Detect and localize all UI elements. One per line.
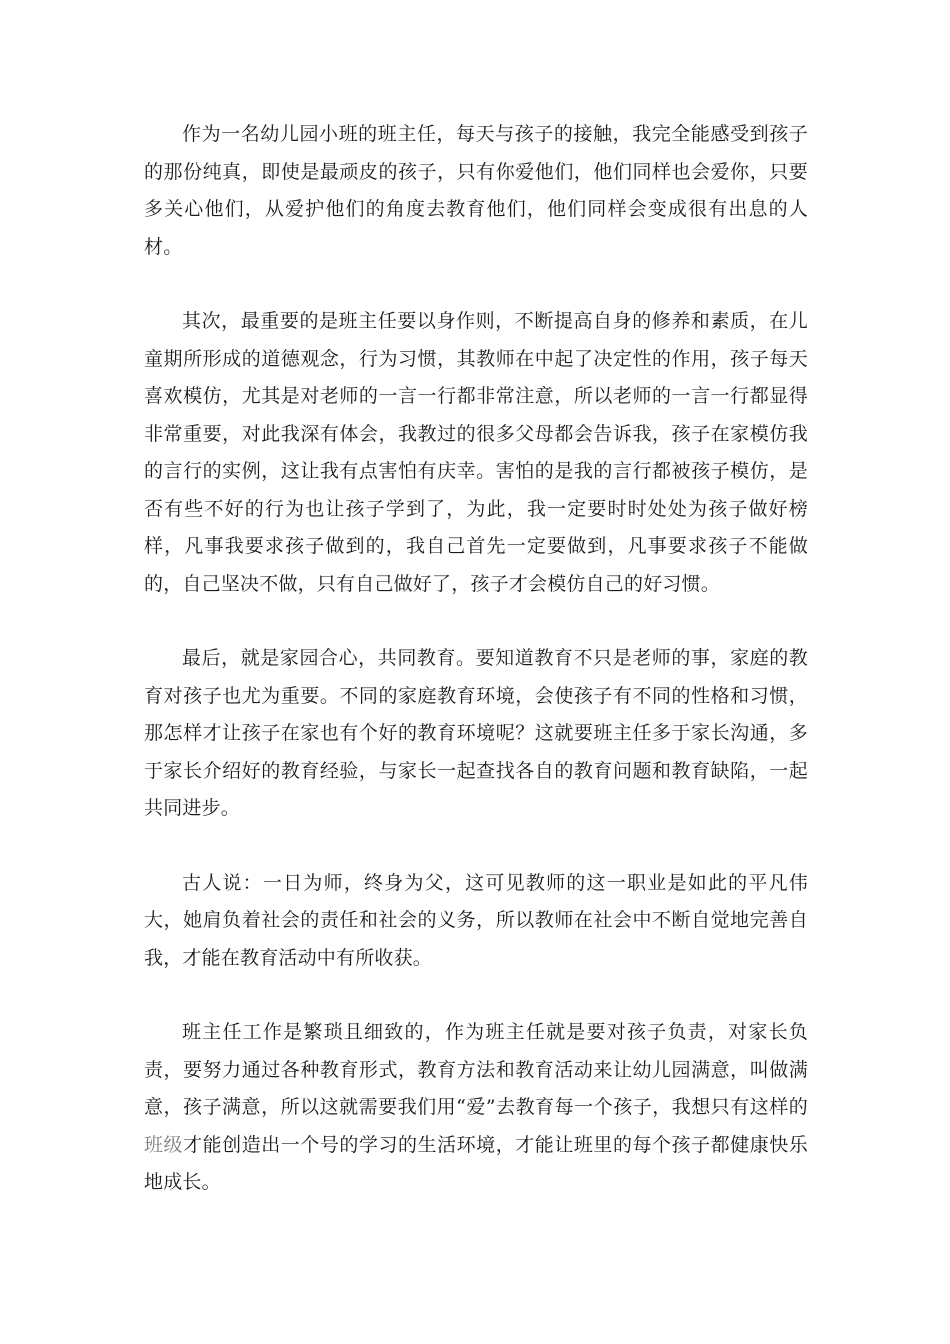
paragraph-3: 最后，就是家园合心，共同教育。要知道教育不只是老师的事，家庭的教育对孩子也尤为重要。不同的家庭教育环境，会使孩子有不同的性格和习惯，那怎样才让孩子在家也有个好的教育环境呢？这就要班主任多于家长沟通，多于家长介绍好的教育经验，与家长一起查找各自的教育问题和教育缺陷，一起共同进步。 <box>144 647 808 819</box>
paragraph-4: 古人说：一日为师，终身为父，这可见教师的这一职业是如此的平凡伟大，她肩负着社会的责任和社会的义务，所以教师在社会中不断自觉地完善自我，才能在教育活动中有所收获。 <box>144 871 808 969</box>
paragraph-2: 其次，最重要的是班主任要以身作则，不断提高自身的修养和素质，在儿童期所形成的道德观念，行为习惯，其教师在中起了决定性的作用，孩子每天喜欢模仿，尤其是对老师的一言一行都非常注意，所以老师的一言一行都显得非常重要，对此我深有体会，我教过的很多父母都会告诉我，孩子在家模仿我的言行的实例，这让我有点害怕有庆幸。害怕的是我的言行都被孩子模仿，是否有些不好的行为也让孩子学到了，为此，我一定要时时处处为孩子做好榜样，凡事我要求孩子做到的，我自己首先一定要做到，凡事要求孩子不能做的，自己坚决不做，只有自己做好了，孩子才会模仿自己的好习惯。 <box>144 310 808 595</box>
paragraph-1: 作为一名幼儿园小班的班主任，每天与孩子的接触，我完全能感受到孩子的那份纯真，即使是最顽皮的孩子，只有你爱他们，他们同样也会爱你，只要多关心他们，从爱护他们的角度去教育他们，他们同样会变成很有出息的人材。 <box>144 123 808 258</box>
class-link[interactable]: 班级 <box>144 1133 184 1156</box>
paragraph-5-after: 才能创造出一个号的学习的生活环境，才能让班里的每个孩子都健康快乐地成长。 <box>144 1133 808 1193</box>
document-body <box>144 116 808 1202</box>
paragraph-5 <box>144 1014 808 1202</box>
paragraph-5-before: 班主任工作是繁琐且细致的，作为班主任就是要对孩子负责，对家长负责，要努力通过各种教育形式，教育方法和教育活动来让幼儿园满意，叫做满意，孩子满意，所以这就需要我们用“爱”去教育每一个孩子，我想只有这样的 <box>144 1021 808 1118</box>
